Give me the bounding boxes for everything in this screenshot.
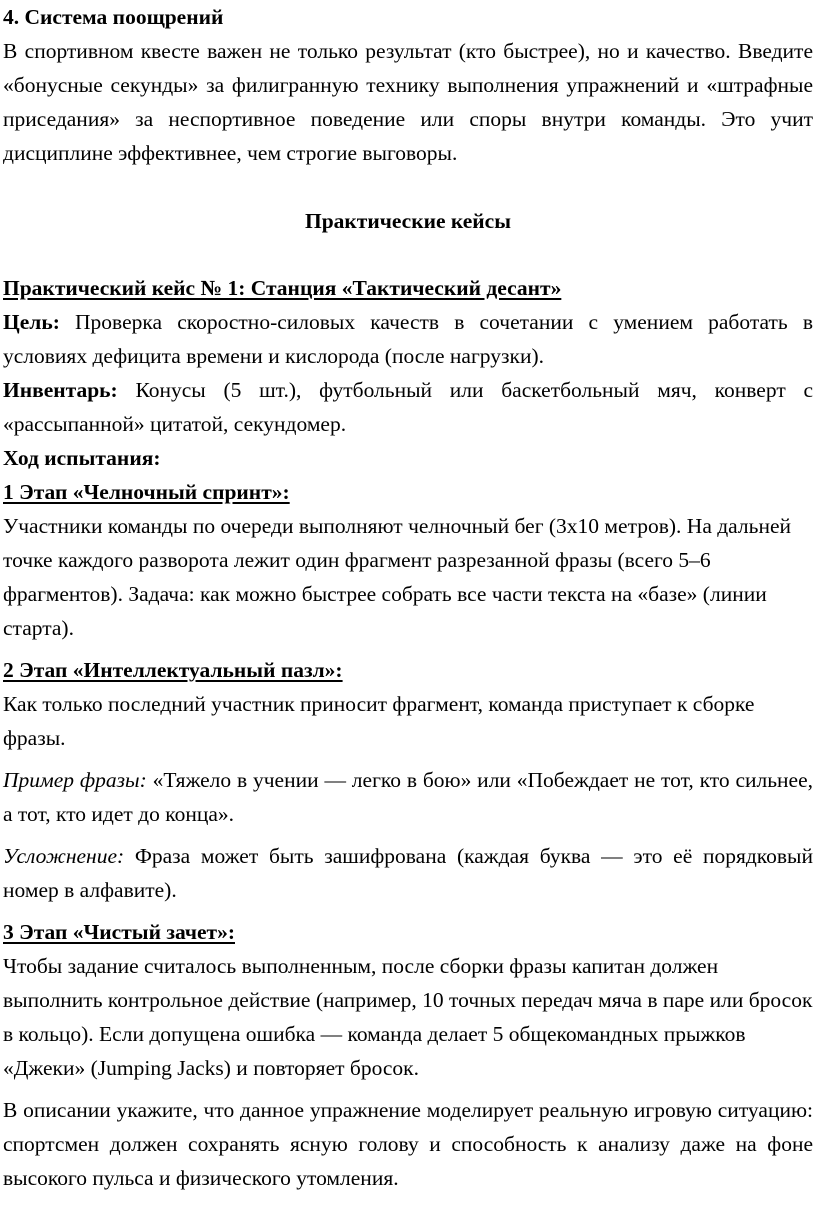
stage2-example xyxy=(3,763,813,831)
stage2-text: Как только последний участник приносит фрагмент, команда приступает к сборке фразы. xyxy=(3,692,755,750)
complication-label: Усложнение: xyxy=(3,844,125,868)
example-label: Пример фразы: xyxy=(3,768,147,792)
stage1-title: 1 Этап «Челночный спринт»: xyxy=(3,480,290,504)
stage1-text: Участники команды по очереди выполняют челночный бег (3х10 метров). На дальней точке каждого разворота лежит один фрагмент разрезанной фразы (всего 5–6 фрагментов). Задача: как можно быстрее собрать все части текста на «базе» (линии старта). xyxy=(3,514,791,640)
inventory-text: Конусы (5 шт.), футбольный или баскетбольный мяч, конверт с «рассыпанной» цитатой, секундомер. xyxy=(3,378,813,436)
stage3-title: 3 Этап «Чистый зачет»: xyxy=(3,920,235,944)
example-text: «Тяжело в учении — легко в бою» или «Побеждает не тот, кто сильнее, а тот, кто идет до конца». xyxy=(3,768,813,826)
case-goal xyxy=(3,305,813,373)
document-page xyxy=(3,0,813,1195)
complication-text: Фраза может быть зашифрована (каждая буква — это её порядковый номер в алфавите). xyxy=(3,844,813,902)
section-paragraph: В спортивном квесте важен не только результат (кто быстрее), но и качество. Введите «бонусные секунды» за филигранную технику выполнения упражнений и «штрафные приседания» за неспортивное поведение или споры внутри команды. Это учит дисциплине эффективнее, чем строгие выговоры. xyxy=(3,39,813,165)
section-heading: 4. Система поощрений xyxy=(3,5,224,29)
case-title: Практический кейс № 1: Станция «Тактический десант» xyxy=(3,276,562,300)
course-label: Ход испытания: xyxy=(3,446,161,470)
stage2-title: 2 Этап «Интеллектуальный пазл»: xyxy=(3,658,343,682)
conclusion-paragraph: В описании укажите, что данное упражнение моделирует реальную игровую ситуацию: спортсмен должен сохранять ясную голову и способность к анализу даже на фоне высокого пульса и физического утомления. xyxy=(3,1098,813,1190)
inventory-label: Инвентарь: xyxy=(3,378,118,402)
case-inventory xyxy=(3,373,813,441)
stage2-complication xyxy=(3,839,813,907)
goal-text: Проверка скоростно-силовых качеств в сочетании с умением работать в условиях дефицита времени и кислорода (после нагрузки). xyxy=(3,310,813,368)
cases-title: Практические кейсы xyxy=(304,209,512,233)
goal-label: Цель: xyxy=(3,310,60,334)
stage3-text: Чтобы задание считалось выполненным, после сборки фразы капитан должен выполнить контрольное действие (например, 10 точных передач мяча в паре или бросок в кольцо). Если допущена ошибка — команда делает 5 общекомандных прыжков «Джеки» (Jumping Jacks) и повторяет бросок. xyxy=(3,954,813,1080)
